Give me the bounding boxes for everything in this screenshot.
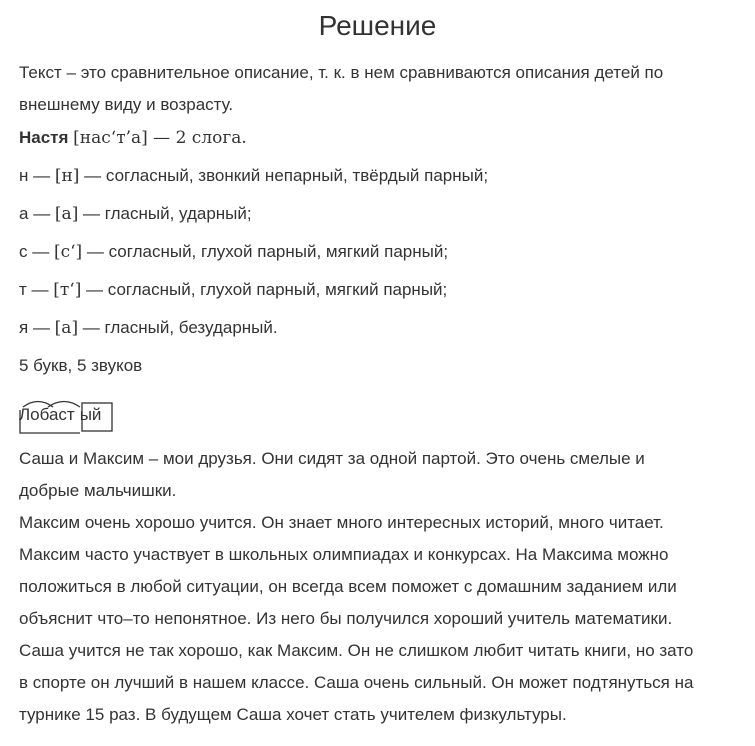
- sound-row: н — [н] — согласный, звонкий непарный, твёрдый парный;: [19, 166, 489, 186]
- word-ending: ый: [79, 405, 102, 424]
- sound-transcription: [с‘]: [53, 242, 83, 262]
- sound-transcription: [а]: [54, 318, 79, 338]
- sound-description: согласный, глухой парный, мягкий парный;: [107, 280, 448, 299]
- sound-row: а — [а] — гласный, ударный;: [19, 204, 252, 224]
- sound-letter: н: [19, 166, 29, 185]
- sound-letter: с: [19, 242, 28, 261]
- analysis-transcription: [нас‘т’а] — 2 слога.: [73, 128, 247, 148]
- story-line: турнике 15 раз. В будущем Саша хочет стать учителем физкультуры.: [19, 705, 567, 724]
- sound-letter: т: [19, 280, 27, 299]
- story-line: Саша учится не так хорошо, как Максим. Он не слишком любит читать книги, но зато: [19, 641, 694, 660]
- analysis-heading: [19, 122, 247, 154]
- word-stem: Лобаст: [19, 405, 75, 424]
- story-line: Максим часто участвует в школьных олимпиадах и конкурсах. На Максима можно: [19, 545, 669, 564]
- sound-letter: а: [19, 204, 29, 223]
- sound-row: с — [с‘] — согласный, глухой парный, мягкий парный;: [19, 242, 449, 262]
- sound-description: гласный, ударный;: [104, 204, 252, 223]
- stem-bracket-icon: [20, 410, 80, 433]
- morpheme-marks: [19, 398, 119, 438]
- sound-description: согласный, глухой парный, мягкий парный;: [108, 242, 449, 261]
- page-title: Решение: [318, 10, 437, 41]
- analysis-word: Настя: [19, 128, 69, 147]
- story-line: положиться в любой ситуации, он всегда всем поможет с домашним заданием или: [19, 577, 677, 596]
- story-line: Максим очень хорошо учится. Он знает много интересных историй, много читает.: [19, 513, 664, 532]
- intro-line-2: внешнему виду и возрасту.: [19, 95, 234, 114]
- sound-transcription: [т‘]: [53, 280, 82, 300]
- story-line: в спорте он лучший в нашем классе. Саша очень сильный. Он может подтянуться на: [19, 673, 694, 692]
- story-line: объяснит что–то непонятное. Из него бы получился хороший учитель математики.: [19, 609, 673, 628]
- story-line: Саша и Максим – мои друзья. Они сидят за одной партой. Это очень смелые и: [19, 449, 645, 468]
- sound-row: т — [т‘] — согласный, глухой парный, мягкий парный;: [19, 280, 448, 300]
- ending-box-icon: [82, 403, 112, 431]
- intro-line-1: Текст – это сравнительное описание, т. к. в нем сравниваются описания детей по: [19, 63, 664, 82]
- sound-description: согласный, звонкий непарный, твёрдый парный;: [105, 166, 489, 185]
- letters-sounds-summary: 5 букв, 5 звуков: [19, 356, 143, 375]
- sound-transcription: [а]: [54, 204, 79, 224]
- sound-letter: я: [19, 318, 29, 337]
- sound-row: я — [а] — гласный, безударный.: [19, 318, 278, 338]
- sound-transcription: [н]: [54, 166, 80, 186]
- story-line: добрые мальчишки.: [19, 481, 177, 500]
- sound-description: гласный, безударный.: [104, 318, 278, 337]
